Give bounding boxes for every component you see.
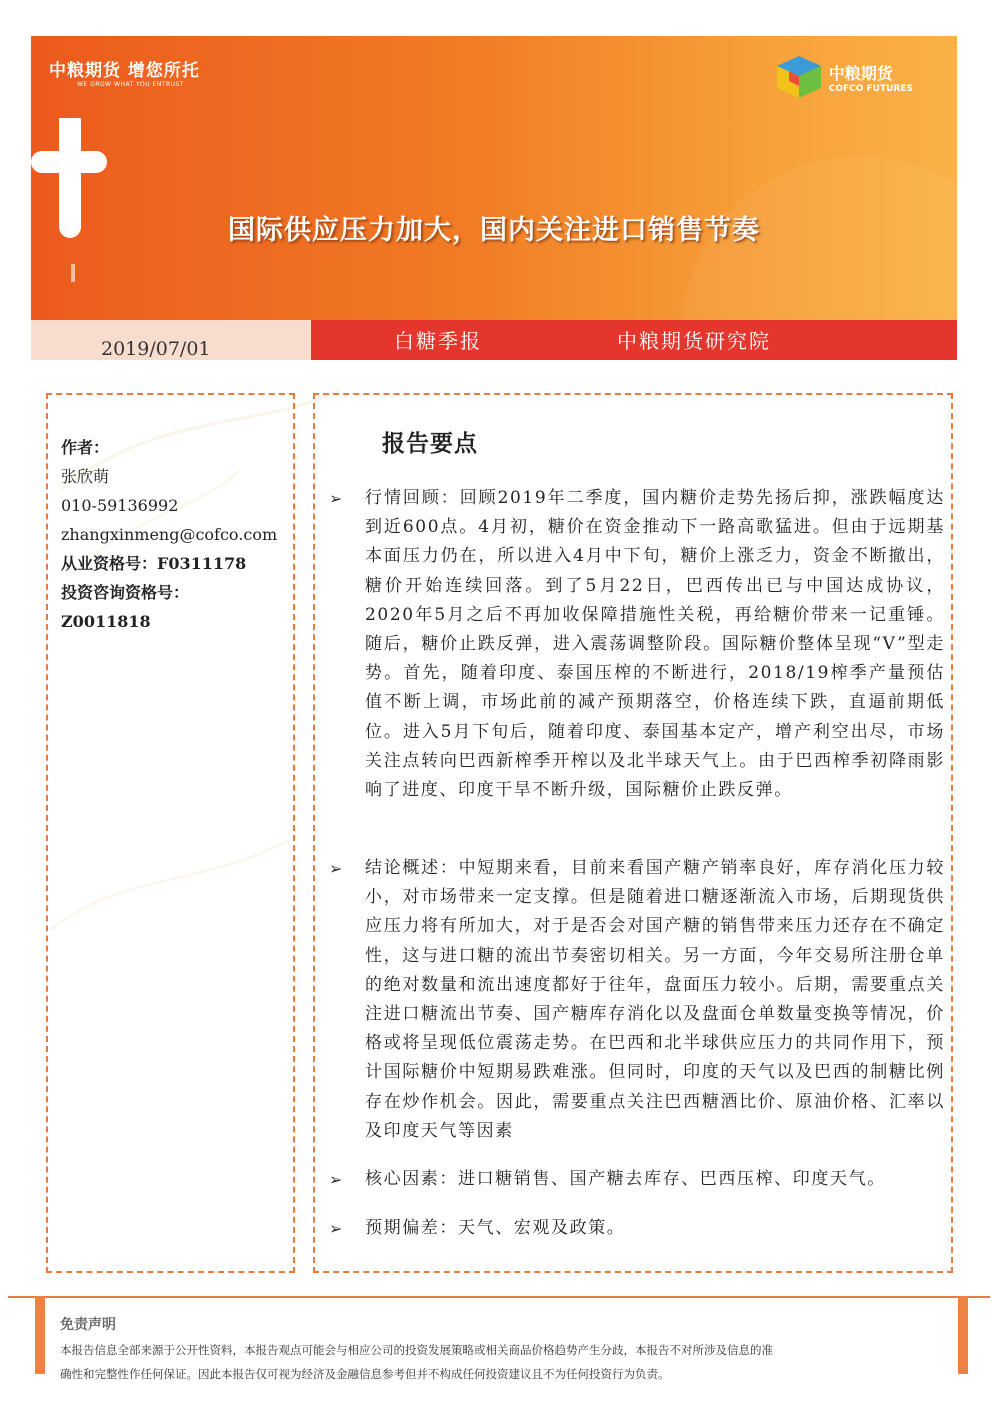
key-point-text: 预期偏差：天气、宏观及政策。 [365, 1218, 626, 1238]
disclaimer-line-2: 确性和完整性作任何保证。因此本报告仅可视为经济及金融信息参考但并不构成任何投资建议且不为任何投资行为负责。 [60, 1367, 670, 1381]
footer-left-bar [35, 1296, 45, 1374]
qualification-number: 从业资格号：F0311178 [61, 554, 247, 573]
arrow-bullet-icon: ➢ [329, 859, 343, 878]
arrow-bullet-icon: ➢ [329, 489, 343, 508]
author-label: 作者： [61, 438, 110, 457]
list-item [329, 1214, 945, 1243]
consult-qualification-number: Z0011818 [61, 612, 151, 631]
logo-name-cn: 中粮期货 [828, 63, 893, 83]
key-points-title: 报告要点 [382, 430, 478, 457]
research-institute: 中粮期货研究院 [617, 329, 771, 353]
disclaimer-line-1: 本报告信息全部来源于公开性资料，本报告观点可能会与相应公司的投资发展策略或相关商品价格趋势产生分歧，本报告不对所涉及信息的准 [60, 1343, 773, 1357]
author-email[interactable]: zhangxinmeng@cofco.com [61, 525, 278, 544]
list-item [329, 1165, 945, 1194]
list-item [329, 854, 945, 1146]
report-title: 国际供应压力加大，国内关注进口销售节奏 [228, 215, 760, 246]
key-point-text: 行情回顾：回顾2019年二季度，国内糖价走势先扬后抑，涨跌幅度达到近600点。4月初，糖价在资金推动下一路高歌猛进。但由于远期基本面压力仍在，所以进入4月中下旬，糖价上涨乏力，资金不断撤出，糖价开始连续回落。到了5月22日，巴西传出已与中国达成协议，2020年5月之后不再加收保障措施性关税，再给糖价带来一记重锤。随后，糖价止跌反弹，进入震荡调整阶段。国际糖价整体呈现“V”型走势。首先，随着印度、泰国压榨的不断进行，2018/19榨季产量预估值不断上调，市场此前的减产预期落空，价格连续下跌，直逼前期低位。进入5月下旬后，随着印度、泰国基本定产，增产利空出尽，市场关注点转向巴西新榨季开榨以及北半球天气上。由于巴西榨季初降雨影响了进度、印度干旱不断升级，国际糖价止跌反弹。 [365, 488, 945, 801]
key-point-text: 核心因素：进口糖销售、国产糖去库存、巴西压榨、印度天气。 [365, 1169, 886, 1189]
header-banner [31, 36, 957, 360]
logo-name-en: COFCO FUTURES [828, 83, 913, 94]
author-box [46, 393, 295, 1273]
author-name: 张欣萌 [61, 467, 110, 486]
author-phone: 010-59136992 [61, 496, 179, 515]
arrow-bullet-icon: ➢ [329, 1219, 343, 1238]
slogan-en: WE GROW WHAT YOU ENTRUST [77, 81, 185, 88]
cofco-logo [775, 54, 913, 100]
slogan-cn: 中粮期货 增您所托 [49, 61, 200, 81]
disclaimer-title: 免责声明 [60, 1317, 116, 1333]
report-type: 白糖季报 [394, 329, 482, 353]
cube-logo-icon [775, 54, 823, 100]
company-slogan [49, 56, 200, 88]
arrow-bullet-icon: ➢ [329, 1170, 343, 1189]
report-date: 2019/07/01 [101, 338, 211, 360]
consult-qualification-label: 投资咨询资格号： [61, 583, 190, 602]
footer-right-bar [958, 1296, 968, 1374]
footer-divider [8, 1296, 990, 1298]
key-point-text: 结论概述：中短期来看，目前来看国产糖产销率良好，库存消化压力较小，对市场带来一定支撑。但是随着进口糖逐渐流入市场，后期现货供应压力将有所加大，对于是否会对国产糖的销售带来压力还存在不确定性，这与进口糖的流出节奏密切相关。另一方面，今年交易所注册仓单的绝对数量和流出速度都好于往年，盘面压力较小。后期，需要重点关注进口糖流出节奏、国产糖库存消化以及盘面仓单数量变换等情况，价格或将呈现低位震荡走势。在巴西和北半球供应压力的共同作用下，预计国际糖价中短期易跌难涨。但同时，印度的天气以及巴西的制糖比例存在炒作机会。因此，需要重点关注巴西糖酒比价、原油价格、汇率以及印度天气等因素 [365, 858, 945, 1141]
disclaimer-body [60, 1338, 900, 1386]
list-item [329, 484, 945, 805]
key-points-box [313, 393, 953, 1273]
